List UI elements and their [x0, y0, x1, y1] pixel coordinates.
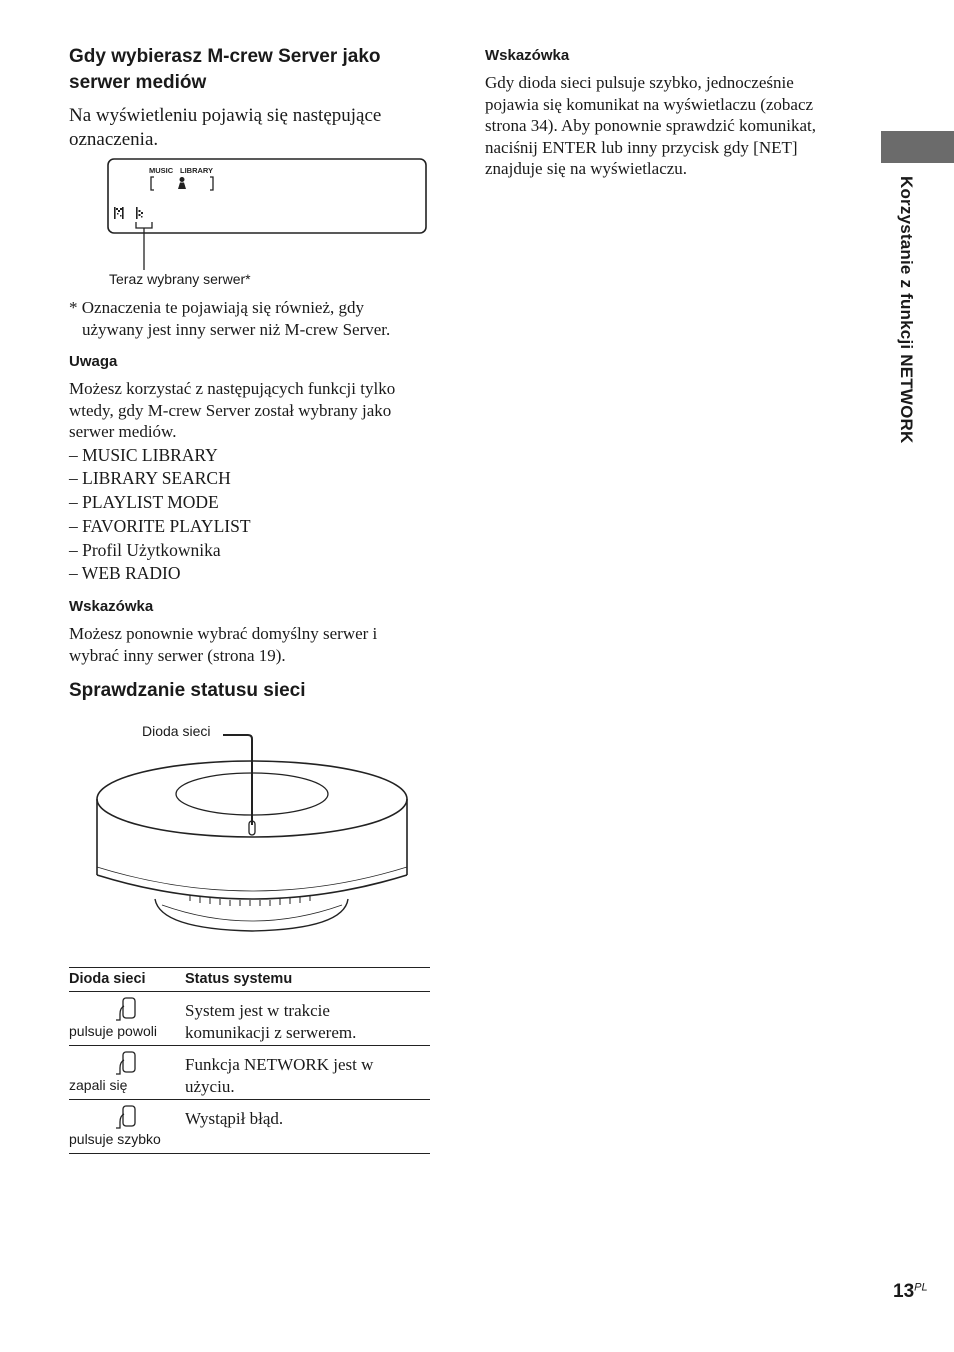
- status-cell: [185, 1100, 430, 1154]
- status-cell: [185, 1046, 430, 1100]
- note-heading: Uwaga: [69, 353, 118, 370]
- list-item: – Profil Użytkownika: [69, 539, 221, 560]
- status-table-wrap: [69, 967, 430, 1154]
- led-cell: [69, 1100, 185, 1154]
- led-cell: [69, 992, 185, 1046]
- list-item: – PLAYLIST MODE: [69, 492, 219, 513]
- display-illustration: [100, 152, 440, 282]
- list-item: – FAVORITE PLAYLIST: [69, 515, 251, 536]
- device-illustration: [90, 725, 420, 940]
- status-line2: użyciu.: [185, 1076, 235, 1096]
- display-caption: Teraz wybrany serwer*: [109, 271, 251, 287]
- hint1-heading: Wskazówka: [69, 598, 154, 615]
- hint2-block: [485, 46, 865, 180]
- lcd-label-music: MUSIC: [149, 166, 174, 175]
- selection-bracket: [136, 222, 152, 228]
- status-line2: komunikacji z serwerem.: [185, 1022, 357, 1042]
- list-item: – MUSIC LIBRARY: [69, 444, 218, 465]
- table-header-row: [69, 968, 430, 992]
- page-number-value: 13: [893, 1281, 915, 1302]
- led-cell: [69, 1046, 185, 1100]
- section1-title-line1: Gdy wybierasz M-crew Server jako: [69, 46, 381, 67]
- led-label: pulsuje powoli: [69, 1023, 157, 1039]
- hint2-line1: Gdy dioda sieci pulsuje szybko, jednocześnie: [485, 73, 794, 92]
- section1-intro-line1: Na wyświetleniu pojawią się następujące: [69, 105, 382, 126]
- col-header-led: Dioda sieci: [69, 968, 185, 992]
- section2-heading-block: [69, 678, 449, 704]
- chapter-label: [890, 176, 920, 516]
- note-line3: serwer mediów.: [69, 422, 177, 441]
- table-row: [69, 992, 430, 1046]
- section1-intro: [69, 104, 449, 152]
- device-body-bottom: [97, 875, 407, 899]
- display-svg: [100, 152, 440, 272]
- status-line1: Funkcja NETWORK jest w: [185, 1055, 374, 1074]
- led-fast-icon: [115, 1105, 139, 1129]
- list-item: – LIBRARY SEARCH: [69, 468, 231, 489]
- led-label: pulsuje szybko: [69, 1131, 161, 1147]
- lcd-bracket-right: [210, 177, 213, 190]
- note-block: [69, 352, 449, 586]
- hint1-line1: Możesz ponownie wybrać domyślny serwer i: [69, 624, 378, 643]
- page-number-suffix: PL: [914, 1281, 928, 1294]
- note-line2: wtedy, gdy M-crew Server został wybrany jako: [69, 400, 392, 420]
- footnote-line2: używany jest inny serwer niż M-crew Server.: [82, 319, 391, 339]
- section1-title: [69, 44, 449, 96]
- table-row: [69, 1046, 430, 1100]
- status-table: [69, 967, 430, 1154]
- note-line1: Możesz korzystać z następujących funkcji tylko: [69, 379, 396, 398]
- device-base: [155, 899, 348, 931]
- footnote-line1: * Oznaczenia te pojawiają się również, gdy: [69, 298, 365, 317]
- hint1-line2: wybrać inny serwer (strona 19).: [69, 645, 286, 665]
- led-on-icon: [115, 1051, 139, 1075]
- status-line1: System jest w trakcie: [185, 1001, 330, 1020]
- led-slow-icon: [115, 997, 139, 1021]
- hint2-line3: strona 34). Aby ponownie sprawdzić komunikat,: [485, 116, 816, 135]
- section1-heading-block: [69, 44, 449, 96]
- user-icon: [178, 177, 186, 189]
- led-leader-line: [223, 735, 252, 825]
- section2-title: Sprawdzanie statusu sieci: [69, 680, 306, 701]
- footnote: [69, 297, 449, 340]
- lcd-bracket-left: [151, 177, 154, 190]
- hint2-line4: naciśnij ENTER lub inny przycisk gdy [NET]: [485, 137, 798, 157]
- table-row: [69, 1100, 430, 1154]
- chapter-tab: [881, 131, 954, 163]
- server-indicator-icon: [114, 207, 143, 219]
- status-cell: [185, 992, 430, 1046]
- lcd-label-library: LIBRARY: [180, 166, 214, 175]
- page-number: [893, 1281, 928, 1303]
- hint2-heading: Wskazówka: [485, 47, 570, 64]
- note-function-list: [69, 444, 449, 587]
- hint1-block: [69, 597, 449, 666]
- section1-title-line2: serwer mediów: [69, 72, 207, 93]
- device-caption: Dioda sieci: [142, 723, 211, 739]
- chapter-label-text: Korzystanie z funkcji NETWORK: [897, 176, 916, 444]
- hint2-line5: znajduje się na wyświetlaczu.: [485, 159, 688, 178]
- col-header-status: Status systemu: [185, 968, 430, 992]
- hint2-line2: pojawia się komunikat na wyświetlaczu (zobacz: [485, 94, 814, 114]
- section1-intro-line2: oznaczenia.: [69, 129, 159, 150]
- device-base-inner: [162, 905, 342, 921]
- status-line1: Wystąpił błąd.: [185, 1109, 284, 1128]
- led-label: zapali się: [69, 1077, 128, 1093]
- device-svg: [90, 725, 420, 940]
- list-item: – WEB RADIO: [69, 563, 181, 584]
